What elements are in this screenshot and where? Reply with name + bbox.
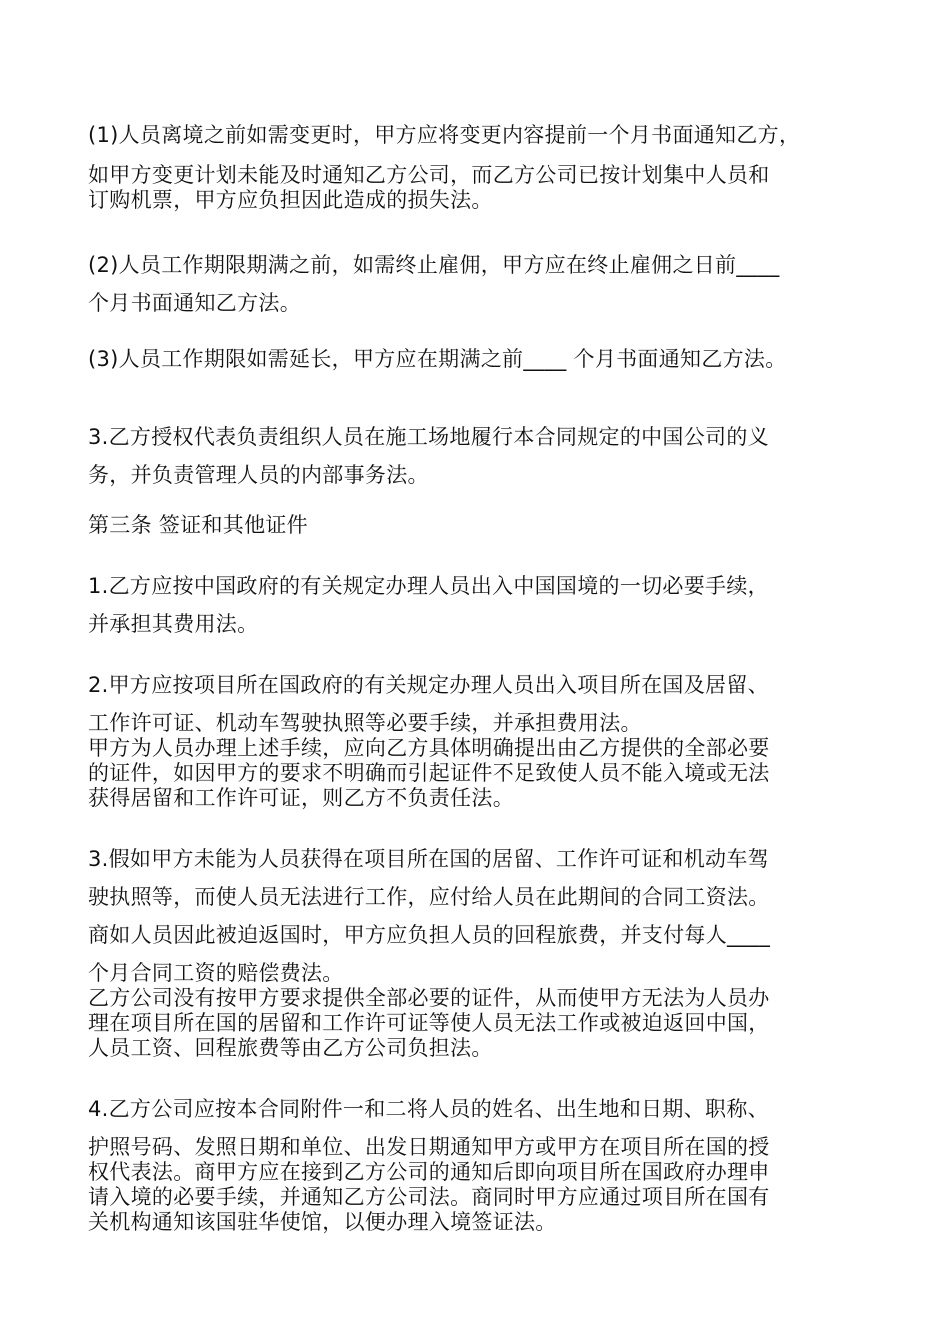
text-line: 驶执照等，而使人员无法进行工作，应付给人员在此期间的合同工资法。 bbox=[88, 885, 770, 909]
text-line: 2.甲方应按项目所在国政府的有关规定办理人员出入项目所在国及居留、 bbox=[88, 673, 769, 697]
text-line: 乙方公司没有按甲方要求提供全部必要的证件，从而使甲方无法为人员办 bbox=[88, 986, 770, 1010]
text-line: 3.乙方授权代表负责组织人员在施工场地履行本合同规定的中国公司的义 bbox=[88, 425, 769, 449]
text-line: 1.乙方应按中国政府的有关规定办理人员出入中国国境的一切必要手续， bbox=[88, 574, 769, 598]
text-line: 理在项目所在国的居留和工作许可证等使人员无法工作或被迫返回中国， bbox=[88, 1011, 770, 1035]
text-line: 请入境的必要手续，并通知乙方公司法。商同时甲方应通过项目所在国有 bbox=[88, 1185, 770, 1209]
text-line: 权代表法。商甲方应在接到乙方公司的通知后即向项目所在国政府办理申 bbox=[88, 1160, 770, 1184]
text-line: (3)人员工作期限如需延长，甲方应在期满之前____ 个月书面通知乙方法。 bbox=[88, 347, 787, 371]
text-line: 商如人员因此被迫返国时，甲方应负担人员的回程旅费，并支付每人____ bbox=[88, 923, 771, 947]
text-line: 4.乙方公司应按本合同附件一和二将人员的姓名、出生地和日期、职称、 bbox=[88, 1097, 769, 1121]
text-line: (2)人员工作期限期满之前，如需终止雇佣，甲方应在终止雇佣之日前____ bbox=[88, 253, 780, 277]
text-line: (1)人员离境之前如需变更时，甲方应将变更内容提前一个月书面通知乙方， bbox=[88, 123, 801, 147]
section-heading: 第三条 签证和其他证件 bbox=[88, 513, 308, 537]
text-line: 务，并负责管理人员的内部事务法。 bbox=[88, 463, 429, 487]
text-line: 的证件，如因甲方的要求不明确而引起证件不足致使人员不能入境或无法 bbox=[88, 761, 770, 785]
text-line: 关机构通知该国驻华使馆，以便办理入境签证法。 bbox=[88, 1210, 557, 1234]
text-line: 护照号码、发照日期和单位、出发日期通知甲方或甲方在项目所在国的授 bbox=[88, 1135, 770, 1159]
text-line: 订购机票，甲方应负担因此造成的损失法。 bbox=[88, 188, 493, 212]
text-line: 如甲方变更计划未能及时通知乙方公司，而乙方公司已按计划集中人员和 bbox=[88, 163, 770, 187]
text-line: 工作许可证、机动车驾驶执照等必要手续，并承担费用法。 bbox=[88, 711, 642, 735]
text-line: 个月合同工资的赔偿费法。 bbox=[88, 961, 344, 985]
text-line: 人员工资、回程旅费等由乙方公司负担法。 bbox=[88, 1036, 493, 1060]
text-line: 并承担其费用法。 bbox=[88, 612, 259, 636]
text-line: 个月书面通知乙方法。 bbox=[88, 291, 301, 315]
text-line: 3.假如甲方未能为人员获得在项目所在国的居留、工作许可证和机动车驾 bbox=[88, 847, 769, 871]
text-line: 获得居留和工作许可证，则乙方不负责任法。 bbox=[88, 786, 514, 810]
text-line: 甲方为人员办理上述手续，应向乙方具体明确提出由乙方提供的全部必要 bbox=[88, 736, 770, 760]
